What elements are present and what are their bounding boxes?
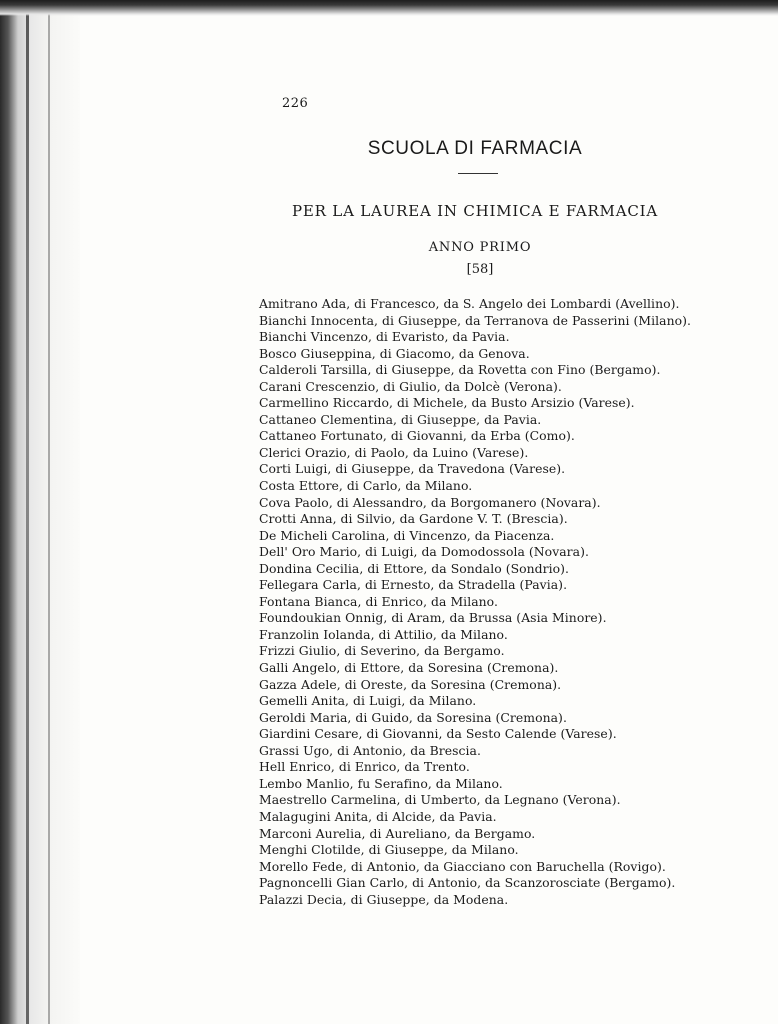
student-entry: Fontana Bianca, di Enrico, da Milano.: [259, 593, 498, 609]
book-binding-shadow: [0, 0, 80, 1024]
title-divider: [458, 173, 498, 174]
student-entry: Giardini Cesare, di Giovanni, da Sesto Calende (Varese).: [259, 726, 617, 742]
student-entry: Bianchi Innocenta, di Giuseppe, da Terranova de Passerini (Milano).: [259, 312, 691, 328]
student-entry: Carmellino Riccardo, di Michele, da Busto Arsizio (Varese).: [259, 395, 635, 411]
student-entry: Corti Luigi, di Giuseppe, da Travedona (Varese).: [259, 461, 566, 477]
student-entry: Morello Fede, di Antonio, da Giacciano con Baruchella (Rovigo).: [259, 858, 666, 874]
year-title: ANNO PRIMO: [428, 240, 532, 255]
student-entry: Fellegara Carla, di Ernesto, da Stradella (Pavia).: [259, 577, 568, 593]
page-top-edge: [0, 0, 778, 16]
student-entry: Pagnoncelli Gian Carlo, di Antonio, da Scanzorosciate (Bergamo).: [259, 875, 676, 891]
student-entry: Maestrello Carmelina, di Umberto, da Legnano (Verona).: [259, 792, 621, 808]
student-entry: Bianchi Vincenzo, di Evaristo, da Pavia.: [259, 329, 510, 345]
student-entry: Dell' Oro Mario, di Luigi, da Domodossola (Novara).: [259, 544, 589, 560]
student-entry: Grassi Ugo, di Antonio, da Brescia.: [259, 742, 481, 758]
binding-edge-line-inner: [48, 0, 50, 1024]
student-entry: Cattaneo Fortunato, di Giovanni, da Erba (Como).: [259, 428, 575, 444]
student-entry: Foundoukian Onnig, di Aram, da Brussa (Asia Minore).: [259, 610, 607, 626]
student-entry: Gazza Adele, di Oreste, da Soresina (Cremona).: [259, 676, 562, 692]
student-entry: Lembo Manlio, fu Serafino, da Milano.: [259, 775, 503, 791]
student-list: [259, 296, 739, 908]
student-entry: Galli Angelo, di Ettore, da Soresina (Cremona).: [259, 660, 559, 676]
student-entry: Calderoli Tarsilla, di Giuseppe, da Rovetta con Fino (Bergamo).: [259, 362, 661, 378]
student-entry: Geroldi Maria, di Guido, da Soresina (Cremona).: [259, 709, 567, 725]
student-entry: Palazzi Decia, di Giuseppe, da Modena.: [259, 891, 509, 907]
student-entry: Franzolin Iolanda, di Attilio, da Milano.: [259, 626, 508, 642]
student-entry: Bosco Giuseppina, di Giacomo, da Genova.: [259, 345, 530, 361]
student-entry: Marconi Aurelia, di Aureliano, da Bergamo.: [259, 825, 536, 841]
student-entry: De Micheli Carolina, di Vincenzo, da Piacenza.: [259, 527, 555, 543]
student-entry: Amitrano Ada, di Francesco, da S. Angelo dei Lombardi (Avellino).: [259, 296, 680, 311]
student-entry: Malagugini Anita, di Alcide, da Pavia.: [259, 808, 497, 824]
student-count: [58]: [466, 262, 494, 277]
student-entry: Costa Ettore, di Carlo, da Milano.: [259, 478, 473, 494]
page-number: 226: [282, 96, 309, 111]
student-entry: Clerici Orazio, di Paolo, da Luino (Varese).: [259, 444, 529, 460]
student-entry: Carani Crescenzio, di Giulio, da Dolcè (Verona).: [259, 378, 562, 394]
student-entry: Frizzi Giulio, di Severino, da Bergamo.: [259, 643, 505, 659]
student-entry: Gemelli Anita, di Luigi, da Milano.: [259, 693, 477, 709]
student-entry: Hell Enrico, di Enrico, da Trento.: [259, 759, 470, 775]
degree-title: PER LA LAUREA IN CHIMICA E FARMACIA: [292, 202, 658, 220]
binding-edge-line: [26, 0, 29, 1024]
student-entry: Cattaneo Clementina, di Giuseppe, da Pavia.: [259, 411, 542, 427]
student-entry: Dondina Cecilia, di Ettore, da Sondalo (Sondrio).: [259, 560, 570, 576]
student-entry: Menghi Clotilde, di Giuseppe, da Milano.: [259, 842, 519, 858]
school-title: SCUOLA DI FARMACIA: [367, 138, 583, 159]
student-entry: Crotti Anna, di Silvio, da Gardone V. T. (Brescia).: [259, 511, 568, 527]
student-entry: Cova Paolo, di Alessandro, da Borgomanero (Novara).: [259, 494, 601, 510]
